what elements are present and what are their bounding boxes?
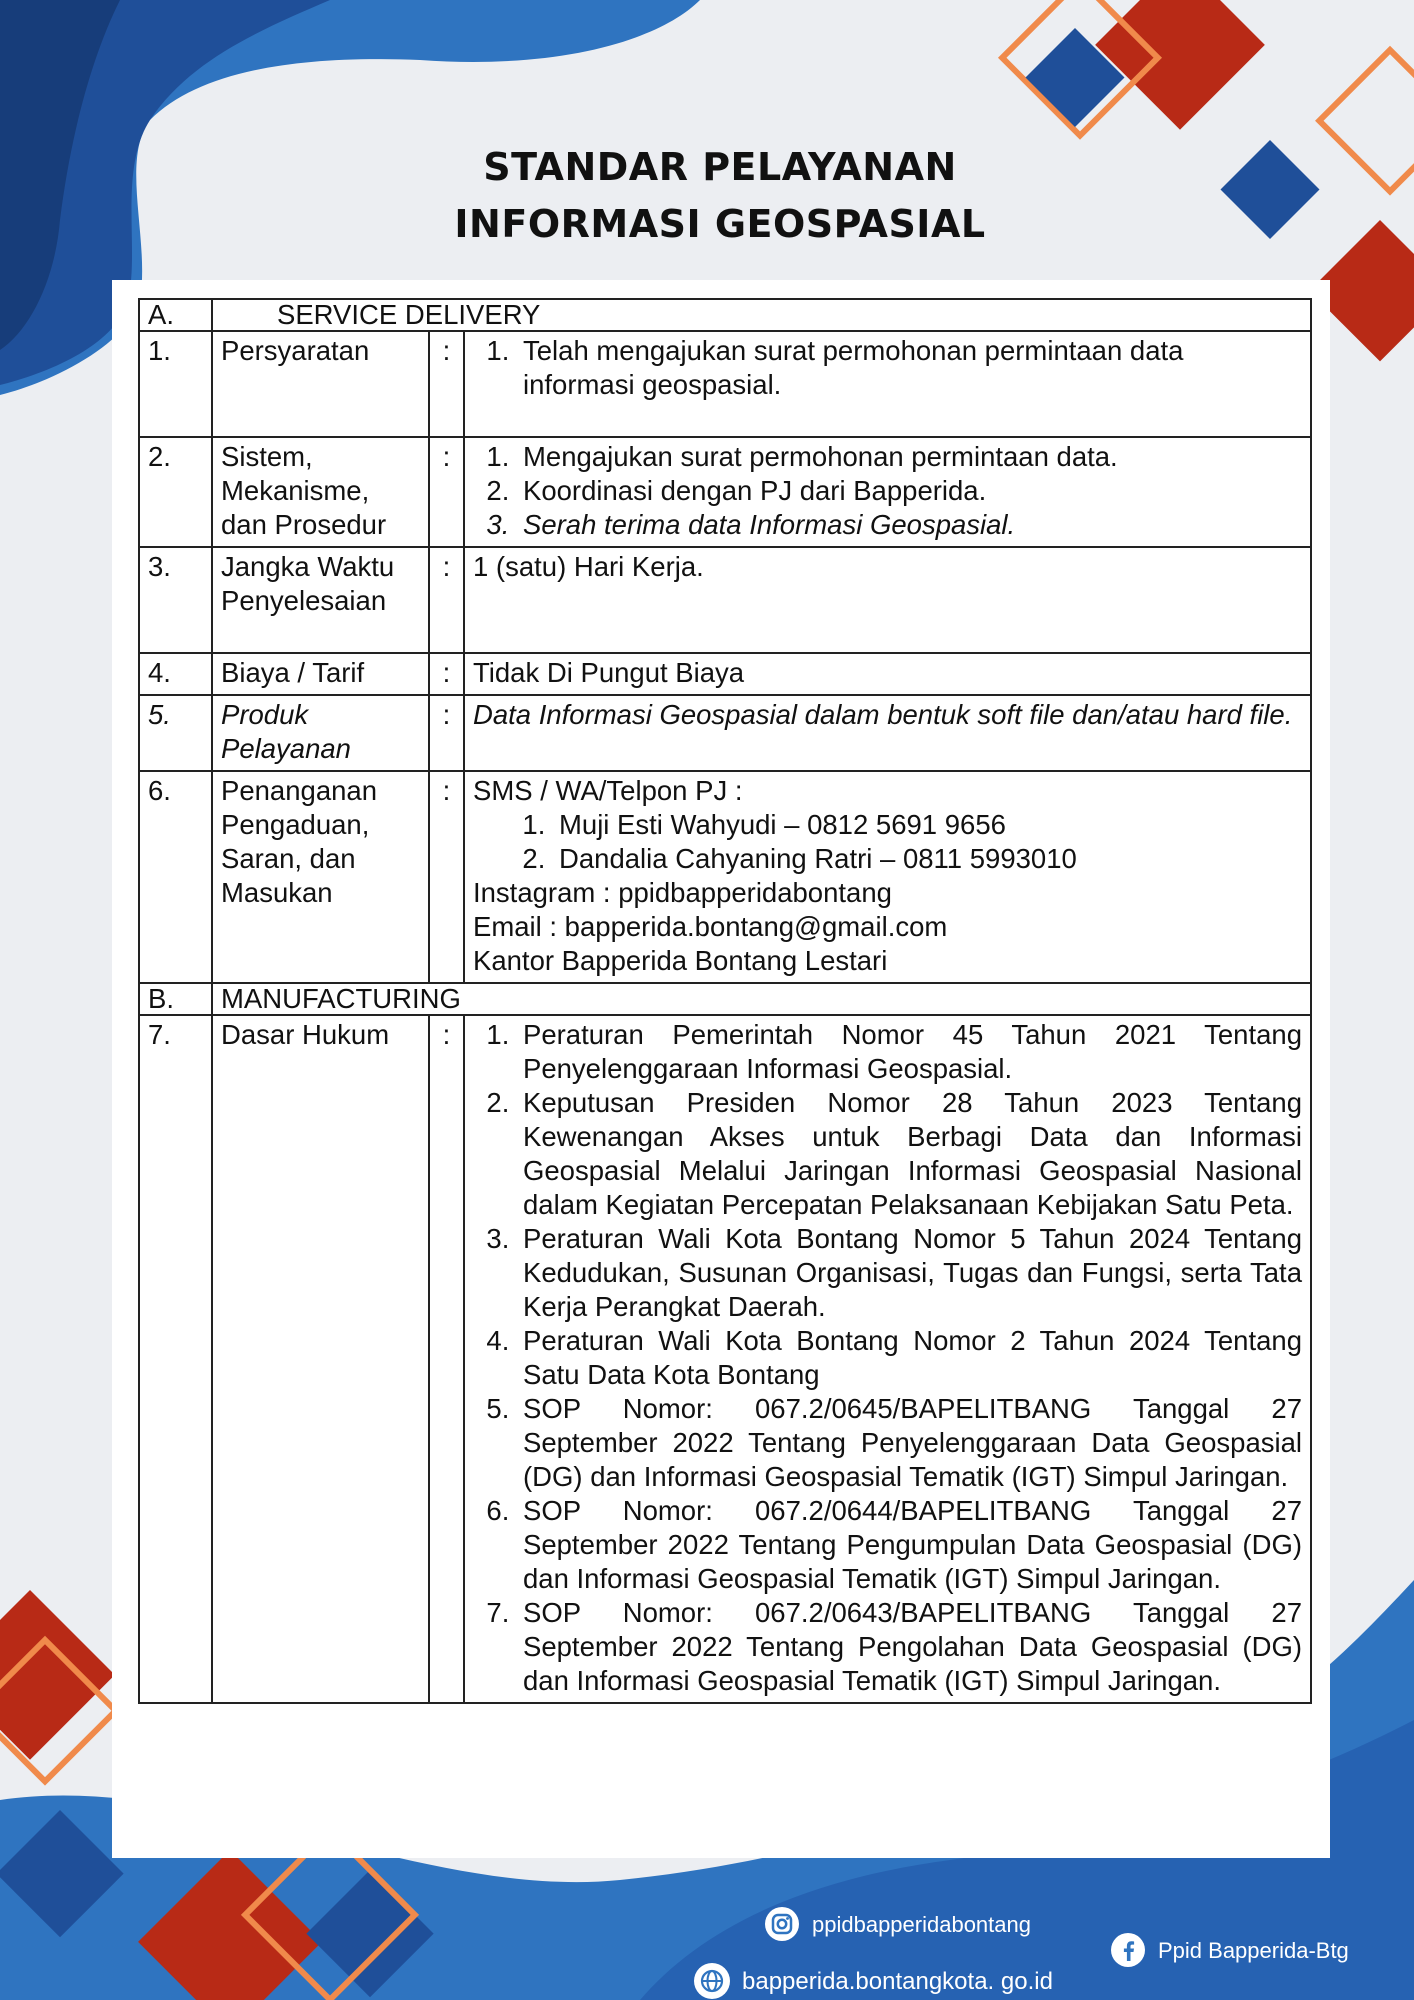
list-item: 1. Mengajukan surat permohonan permintaan data. [517, 440, 1302, 474]
row-value: Data Informasi Geospasial dalam bentuk soft file dan/atau hard file. [464, 695, 1311, 771]
contact-intro: SMS / WA/Telpon PJ : [473, 775, 743, 806]
row-value [464, 771, 1311, 983]
instagram-line: Instagram : ppidbapperidabontang [473, 877, 892, 908]
colon-separator: : [429, 331, 464, 437]
row-number: 2. [139, 437, 212, 547]
row-number: 4. [139, 653, 212, 695]
row-value: 1 (satu) Hari Kerja. [464, 547, 1311, 653]
row-label: Dasar Hukum [212, 1015, 429, 1703]
instagram-icon[interactable] [764, 1906, 800, 1942]
list-item: 2. Koordinasi dengan PJ dari Bapperida. [517, 474, 1302, 508]
list-item: 3. Peraturan Wali Kota Bontang Nomor 5 Tahun 2024 Tentang Kedudukan, Susunan Organisasi, Tugas dan Fungsi, serta Tata Kerja Perangkat Daerah. [517, 1222, 1302, 1324]
table-row [139, 1015, 1311, 1703]
list-item: 2. Keputusan Presiden Nomor 28 Tahun 2023 Tentang Kewenangan Akses untuk Berbagi Data dan Informasi Geospasial Melalui Jaringan Informasi Geospasial Nasional dalam Kegiatan Percepatan Pelaksanaan Kebijakan Satu Peta. [517, 1086, 1302, 1222]
row-number: 3. [139, 547, 212, 653]
list-item: 5. SOP Nomor: 067.2/0645/BAPELITBANG Tanggal 27 September 2022 Tentang Penyelenggaraan Data Geospasial (DG) dan Informasi Geospasial Tematik (IGT) Simpul Jaringan. [517, 1392, 1302, 1494]
contact-item: 2. Dandalia Cahyaning Ratri – 0811 5993010 [553, 842, 1302, 876]
row-value [464, 331, 1311, 437]
list-item: 1. Peraturan Pemerintah Nomor 45 Tahun 2021 Tentang Penyelenggaraan Informasi Geospasial. [517, 1018, 1302, 1086]
instagram-handle[interactable]: ppidbapperidabontang [812, 1912, 1031, 1937]
contact-item: 1. Muji Esti Wahyudi – 0812 5691 9656 [553, 808, 1302, 842]
website-link[interactable]: bapperida.bontangkota. go.id [742, 1968, 1053, 1995]
row-value: Tidak Di Pungut Biaya [464, 653, 1311, 695]
row-value [464, 437, 1311, 547]
colon-separator: : [429, 695, 464, 771]
section-letter: B. [139, 983, 212, 1015]
section-label: SERVICE DELIVERY [212, 299, 1311, 331]
globe-icon[interactable] [693, 1962, 731, 2000]
row-number: 7. [139, 1015, 212, 1703]
row-number: 1. [139, 331, 212, 437]
list-item: 6. SOP Nomor: 067.2/0644/BAPELITBANG Tanggal 27 September 2022 Tentang Pengumpulan Data Geospasial (DG) dan Informasi Geospasial Tematik (IGT) Simpul Jaringan. [517, 1494, 1302, 1596]
page-title-line2: INFORMASI GEOSPASIAL [454, 202, 986, 246]
colon-separator: : [429, 547, 464, 653]
row-label: Jangka Waktu Penyelesaian [212, 547, 429, 653]
row-value [464, 1015, 1311, 1703]
table-row [139, 331, 1311, 437]
section-a-row [139, 299, 1311, 331]
colon-separator: : [429, 1015, 464, 1703]
email-line: Email : bapperida.bontang@gmail.com [473, 911, 948, 942]
section-label: MANUFACTURING [212, 983, 1311, 1015]
row-label: Persyaratan [212, 331, 429, 437]
list-item: 4. Peraturan Wali Kota Bontang Nomor 2 Tahun 2024 Tentang Satu Data Kota Bontang [517, 1324, 1302, 1392]
row-label: Sistem, Mekanisme, dan Prosedur [212, 437, 429, 547]
service-standard-table [138, 298, 1312, 1704]
row-number: 5. [139, 695, 212, 771]
section-letter: A. [139, 299, 212, 331]
colon-separator: : [429, 437, 464, 547]
table-row [139, 653, 1311, 695]
row-label: Penanganan Pengaduan, Saran, dan Masukan [212, 771, 429, 983]
table-row [139, 695, 1311, 771]
office-line: Kantor Bapperida Bontang Lestari [473, 945, 888, 976]
colon-separator: : [429, 653, 464, 695]
list-item: 1. Telah mengajukan surat permohonan permintaan data informasi geospasial. [517, 334, 1302, 402]
colon-separator: : [429, 771, 464, 983]
section-b-row [139, 983, 1311, 1015]
table-row [139, 437, 1311, 547]
page-title-line1: STANDAR PELAYANAN [483, 145, 957, 189]
list-item: 7. SOP Nomor: 067.2/0643/BAPELITBANG Tanggal 27 September 2022 Tentang Pengolahan Data Geospasial (DG) dan Informasi Geospasial Tematik (IGT) Simpul Jaringan. [517, 1596, 1302, 1698]
list-item: 3. Serah terima data Informasi Geospasial. [517, 508, 1302, 542]
table-row [139, 771, 1311, 983]
facebook-icon[interactable] [1110, 1932, 1146, 1968]
table-row [139, 547, 1311, 653]
row-number: 6. [139, 771, 212, 983]
row-label: Biaya / Tarif [212, 653, 429, 695]
facebook-page[interactable]: Ppid Bapperida-Btg [1158, 1938, 1349, 1963]
row-label: Produk Pelayanan [212, 695, 429, 771]
